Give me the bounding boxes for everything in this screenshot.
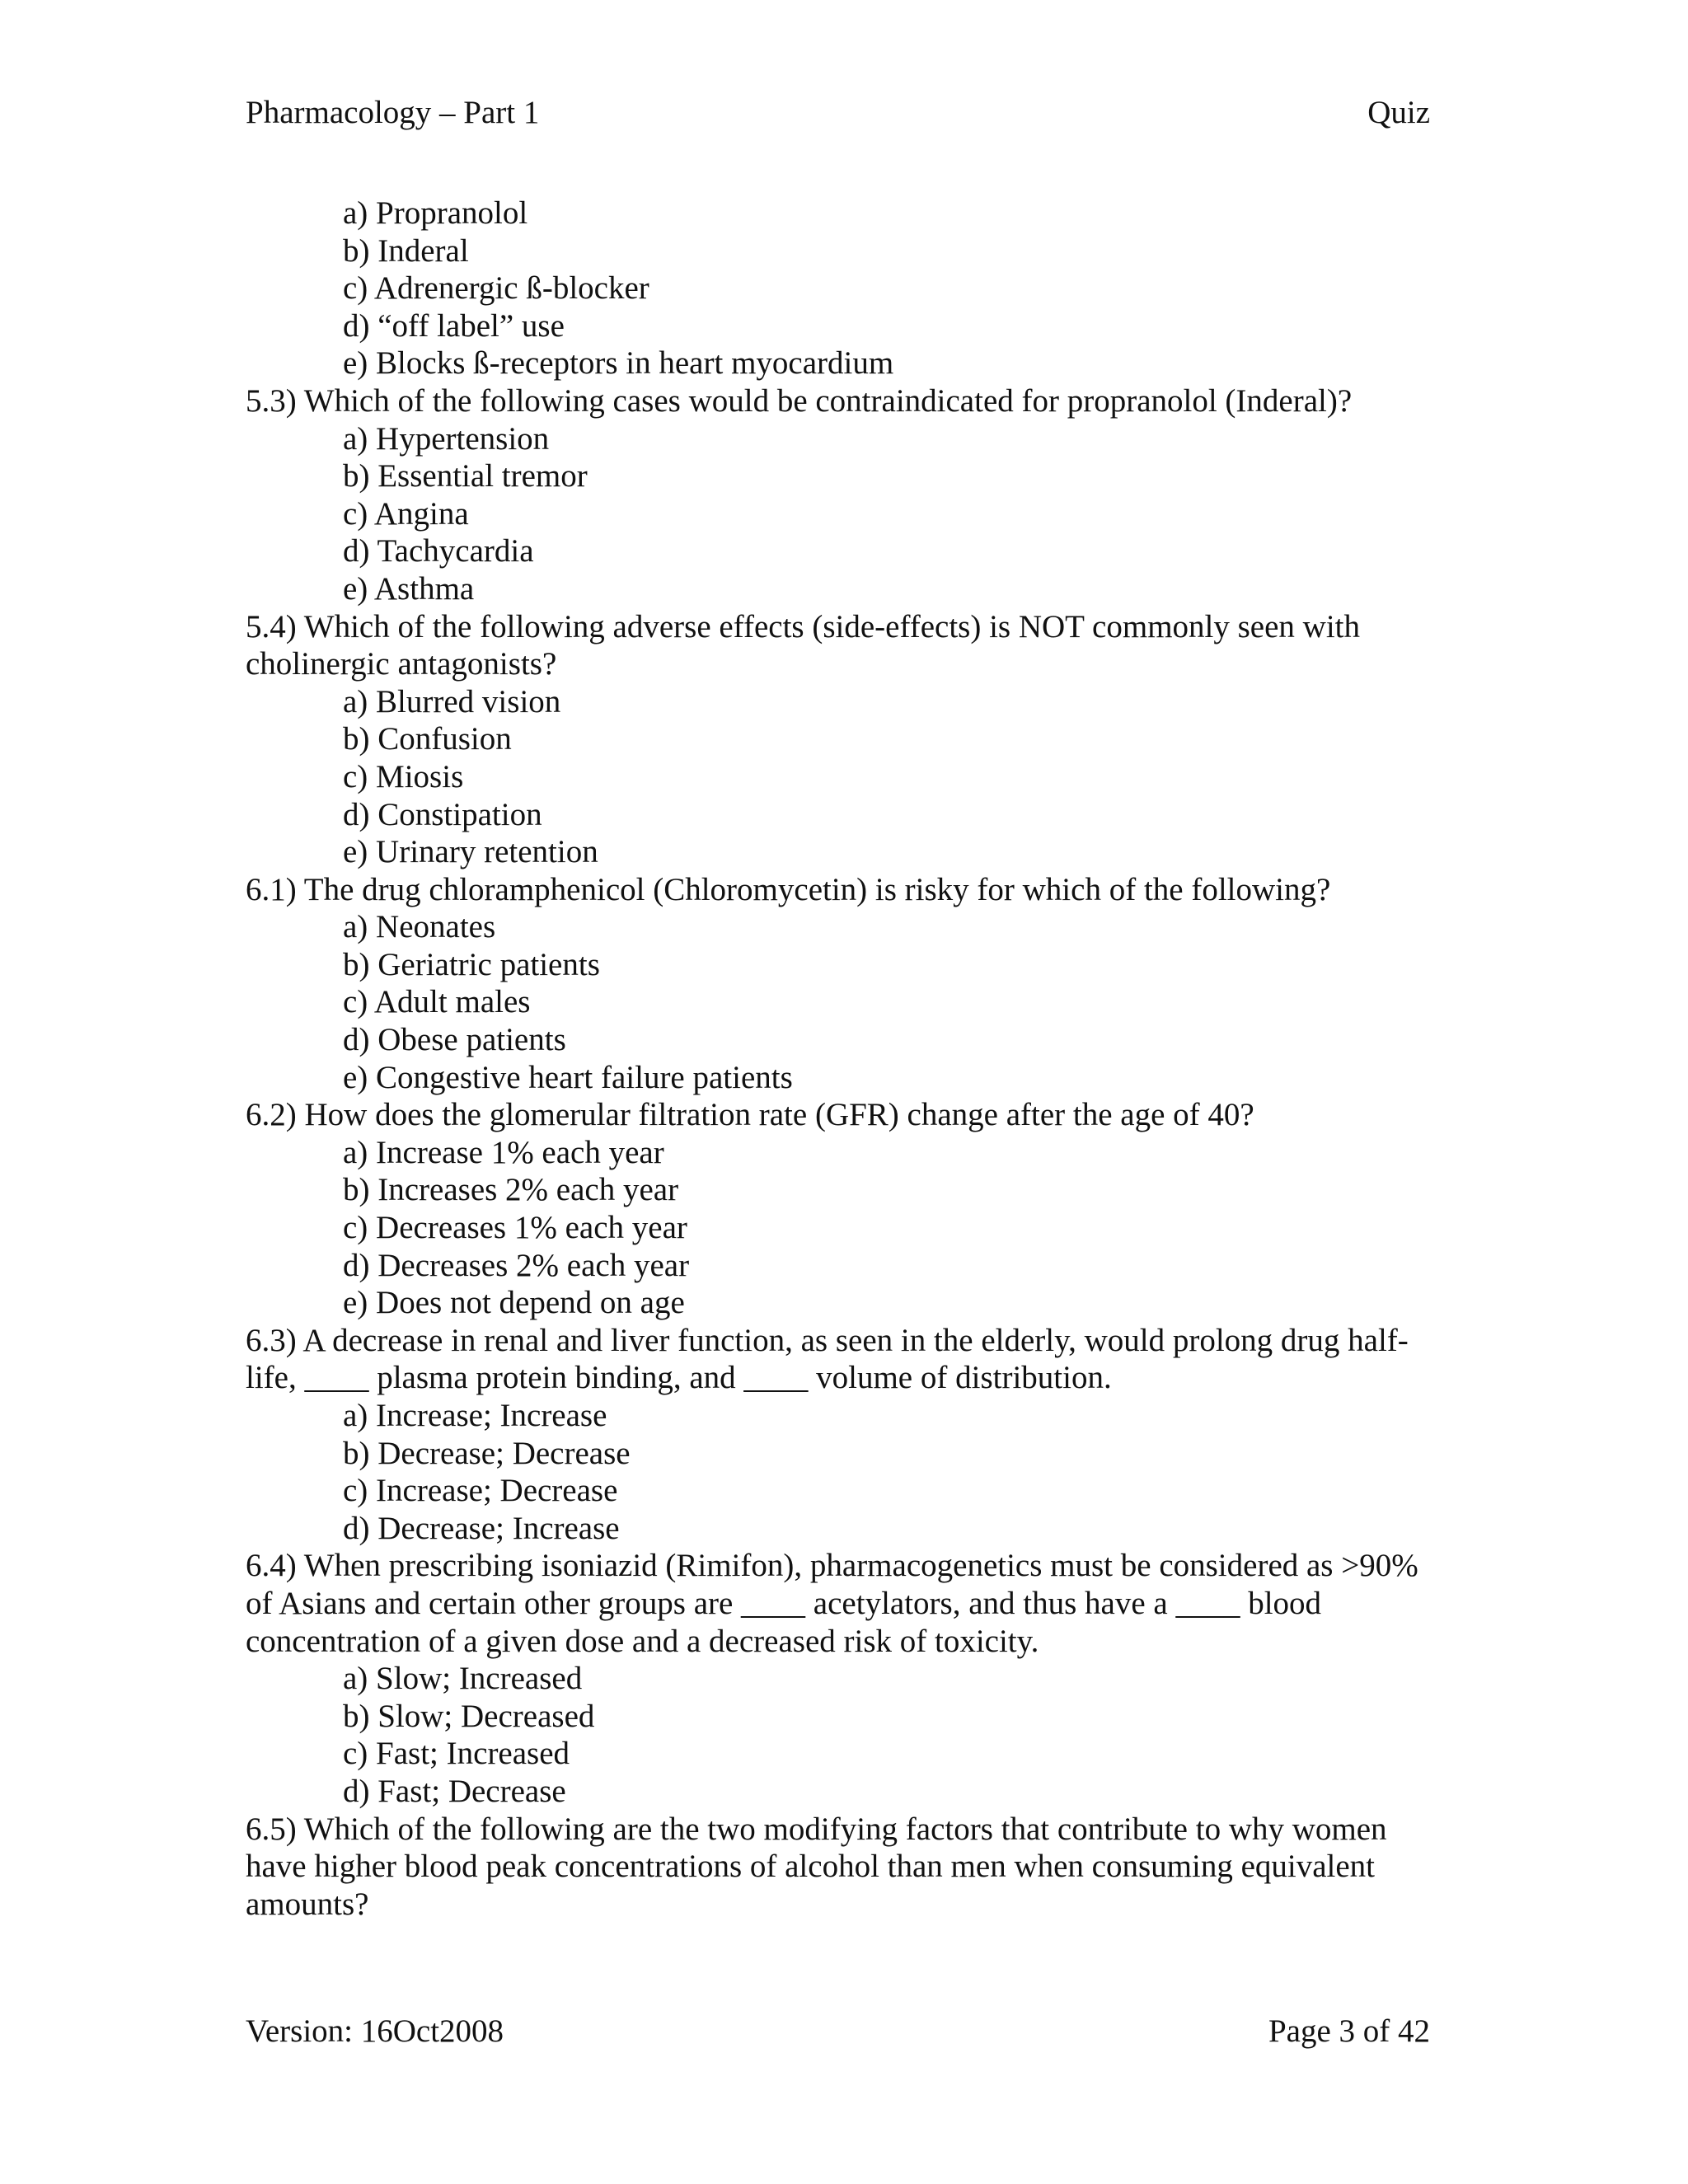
question-text: 6.2) How does the glomerular filtration rate (GFR) change after the age of 40?: [246, 1097, 1254, 1133]
answer-option: b) Essential tremor: [343, 458, 588, 494]
answer-option: d) Decrease; Increase: [343, 1510, 620, 1546]
answer-option: a) Increase 1% each year: [343, 1134, 664, 1170]
answer-option: d) Tachycardia: [343, 533, 534, 569]
answer-option: b) Decrease; Decrease: [343, 1435, 631, 1471]
answer-option: e) Does not depend on age: [343, 1285, 685, 1321]
answer-option: b) Geriatric patients: [343, 946, 600, 982]
answer-option: c) Adult males: [343, 984, 531, 1020]
answer-option: d) “off label” use: [343, 307, 565, 344]
answer-option: e) Blocks ß-receptors in heart myocardium: [343, 345, 894, 382]
question-text: 6.4) When prescribing isoniazid (Rimifon), pharmacogenetics must be considered as >90% of Asians and certain other groups are ____ acetylators, and thus have a ____ blood concentration of a given dose and a decreased risk of toxicity.: [246, 1548, 1418, 1659]
question-6-2: [246, 1096, 1441, 1322]
question-6-5: [246, 1811, 1441, 1924]
answer-option: b) Slow; Decreased: [343, 1698, 595, 1734]
answer-option: e) Urinary retention: [343, 834, 598, 870]
question-text: 6.1) The drug chloramphenicol (Chloromycetin) is risky for which of the following?: [246, 871, 1331, 907]
answer-option: c) Miosis: [343, 758, 464, 794]
footer-version: Version: 16Oct2008: [246, 2013, 504, 2049]
answer-option: b) Confusion: [343, 721, 512, 757]
answer-option: d) Fast; Decrease: [343, 1773, 566, 1809]
answer-option: d) Decreases 2% each year: [343, 1247, 690, 1283]
question-6-3: [246, 1322, 1441, 1548]
question-6-1: [246, 871, 1441, 1097]
answer-option: d) Constipation: [343, 796, 542, 832]
question-text: 5.3) Which of the following cases would be contraindicated for propranolol (Inderal)?: [246, 382, 1353, 419]
question-text: 6.3) A decrease in renal and liver function, as seen in the elderly, would prolong drug half-life, ____ plasma protein binding, and ____ volume of distribution.: [246, 1322, 1409, 1396]
answer-option: a) Blurred vision: [343, 683, 561, 719]
answer-option: a) Slow; Increased: [343, 1661, 583, 1697]
answer-option: d) Obese patients: [343, 1022, 566, 1058]
answer-option: a) Hypertension: [343, 420, 550, 457]
answer-option: c) Angina: [343, 495, 469, 532]
answer-option: e) Congestive heart failure patients: [343, 1059, 793, 1095]
question-6-4: [246, 1547, 1441, 1810]
answer-option: a) Neonates: [343, 909, 496, 945]
question-text: 6.5) Which of the following are the two modifying factors that contribute to why women have higher blood peak concentrations of alcohol than men when consuming equivalent amounts?: [246, 1811, 1387, 1922]
footer-page-number: Page 3 of 42: [1268, 2013, 1430, 2049]
answer-option: b) Inderal: [343, 232, 469, 269]
answer-option: a) Propranolol: [343, 195, 528, 231]
question-5-3: [246, 382, 1441, 608]
header-title: Pharmacology – Part 1: [246, 95, 540, 130]
answer-option: a) Increase; Increase: [343, 1398, 607, 1433]
quiz-content: [246, 194, 1441, 1923]
answer-option: b) Increases 2% each year: [343, 1172, 679, 1208]
answer-option: c) Fast; Increased: [343, 1736, 570, 1772]
question-text: 5.4) Which of the following adverse effects (side-effects) is NOT commonly seen with cholinergic antagonists?: [246, 608, 1360, 682]
answer-option: e) Asthma: [343, 570, 475, 607]
continued-options: [246, 194, 1441, 382]
answer-option: c) Adrenergic ß-blocker: [343, 270, 649, 307]
answer-option: c) Increase; Decrease: [343, 1473, 618, 1509]
header-label: Quiz: [1367, 95, 1430, 130]
question-5-4: [246, 608, 1441, 871]
answer-option: c) Decreases 1% each year: [343, 1210, 687, 1246]
